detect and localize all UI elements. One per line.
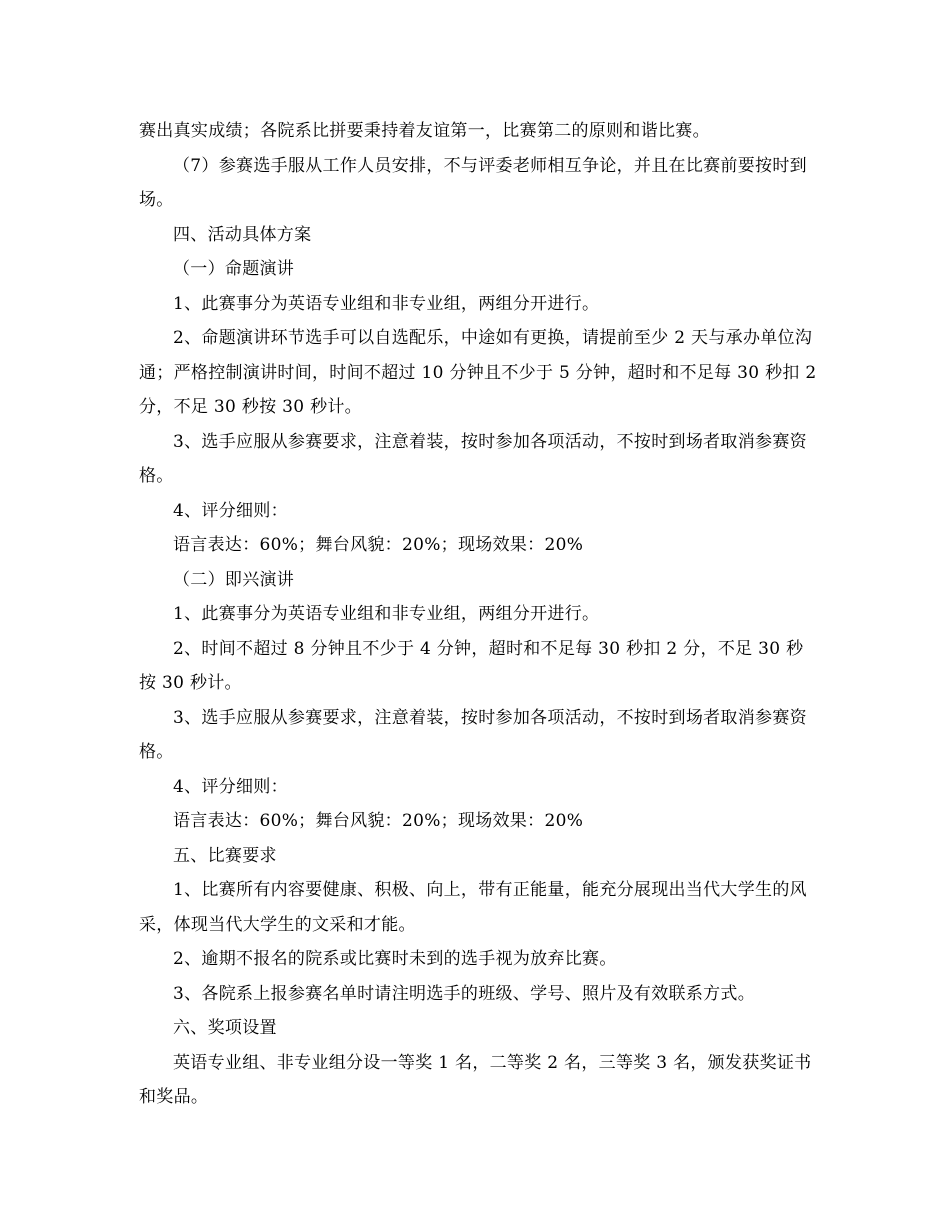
subsection-heading-impromptu-speech: （二）即兴演讲 <box>173 569 295 590</box>
paragraph-awards: 英语专业组、非专业组分设一等奖 1 名，二等奖 2 名，三等奖 3 名，颁发获奖证书和奖品。 <box>139 1052 812 1107</box>
document-body <box>139 114 819 1115</box>
paragraph-impromptu-scoring: 语言表达：60%；舞台风貌：20%；现场效果：20% <box>173 811 584 831</box>
paragraph-topic-1: 1、此赛事分为英语专业组和非专业组，两组分开进行。 <box>173 293 600 314</box>
paragraph-requirements-1: 1、比赛所有内容要健康、积极、向上，带有正能量，能充分展现出当代大学生的风采，体现当代大学生的文采和才能。 <box>139 880 807 935</box>
section-heading-requirements: 五、比赛要求 <box>173 845 277 866</box>
paragraph-impromptu-1: 1、此赛事分为英语专业组和非专业组，两组分开进行。 <box>173 604 600 624</box>
section-heading-plan: 四、活动具体方案 <box>173 224 312 245</box>
paragraph-impromptu-3: 3、选手应服从参赛要求，注意着装，按时参加各项活动，不按时到场者取消参赛资格。 <box>139 707 807 762</box>
paragraph-impromptu-2: 2、时间不超过 8 分钟且不少于 4 分钟，超时和不足每 30 秒扣 2 分，不足 30 秒按 30 秒计。 <box>139 638 804 693</box>
paragraph-requirements-3: 3、各院系上报参赛名单时请注明选手的班级、学号、照片及有效联系方式。 <box>173 983 756 1004</box>
paragraph-topic-2: 2、命题演讲环节选手可以自选配乐，中途如有更换，请提前至少 2 天与承办单位沟通；严格控制演讲时间，时间不超过 10 分钟且不少于 5 分钟，超时和不足每 30 秒扣 2 分，不足 30 秒按 30 秒计。 <box>139 328 817 417</box>
paragraph-rule-7: （7）参赛选手服从工作人员安排，不与评委老师相互争论，并且在比赛前要按时到场。 <box>139 155 807 210</box>
paragraph-impromptu-4: 4、评分细则： <box>173 776 288 797</box>
paragraph-topic-scoring: 语言表达：60%；舞台风貌：20%；现场效果：20% <box>173 535 584 555</box>
paragraph-topic-3: 3、选手应服从参赛要求，注意着装，按时参加各项活动，不按时到场者取消参赛资格。 <box>139 431 807 486</box>
section-heading-awards: 六、奖项设置 <box>173 1018 277 1038</box>
paragraph-topic-4: 4、评分细则： <box>173 500 288 521</box>
paragraph-continuation: 赛出真实成绩；各院系比拼要秉持着友谊第一，比赛第二的原则和谐比赛。 <box>139 121 710 141</box>
subsection-heading-topic-speech: （一）命题演讲 <box>173 259 295 279</box>
paragraph-requirements-2: 2、逾期不报名的院系或比赛时未到的选手视为放弃比赛。 <box>173 949 617 969</box>
